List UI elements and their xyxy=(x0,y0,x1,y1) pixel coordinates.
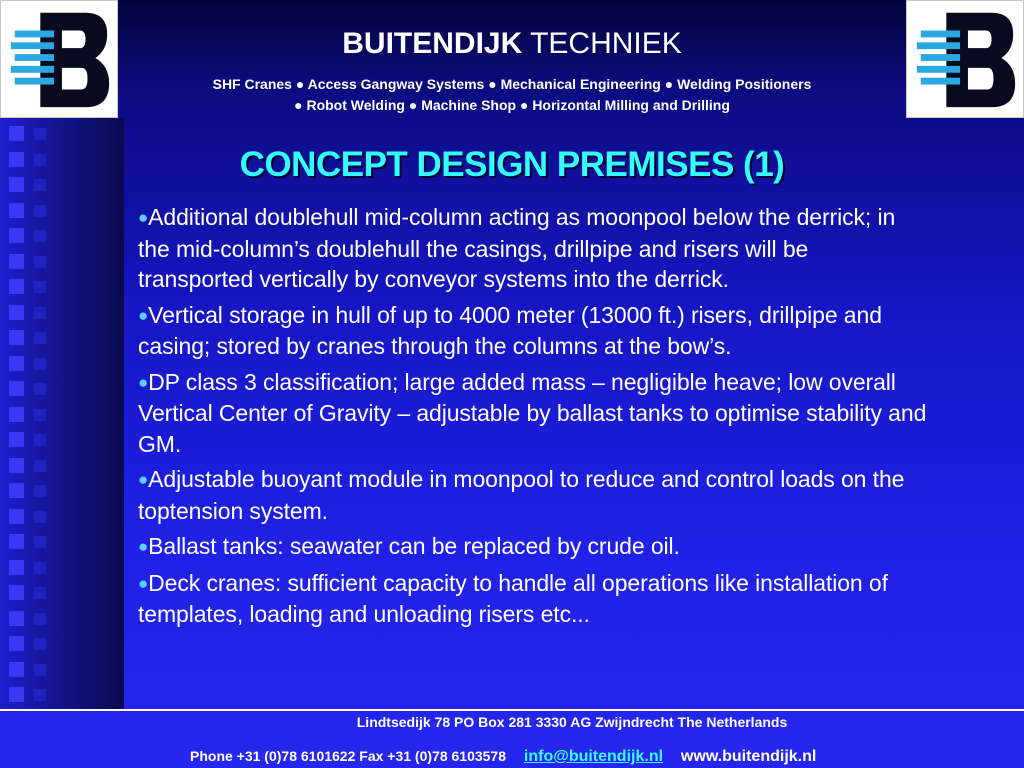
decorative-square xyxy=(34,230,46,242)
bullet-text: Vertical storage in hull of up to 4000 meter (13000 ft.) risers, drillpipe and casing; stored by cranes through the columns at the bow’s. xyxy=(138,301,882,359)
decorative-square xyxy=(34,689,46,701)
decorative-square xyxy=(9,203,24,218)
decorative-square xyxy=(34,307,46,319)
decorative-square xyxy=(9,305,24,320)
bullet-list xyxy=(138,202,928,635)
decorative-square xyxy=(9,228,24,243)
bullet-icon: ● xyxy=(138,470,149,489)
bullet-text: Deck cranes: sufficient capacity to handle all operations like installation of templates, loading and unloading risers etc... xyxy=(138,569,888,627)
bullet-icon: ● xyxy=(138,573,149,593)
footer-email-link[interactable]: info@buitendijk.nl xyxy=(523,748,664,765)
decorative-square xyxy=(9,177,24,192)
company-logo-left xyxy=(0,0,118,118)
decorative-square xyxy=(9,585,24,600)
company-name-bold: BUITENDIJK xyxy=(342,27,523,60)
decorative-square xyxy=(9,483,24,498)
bullet-item xyxy=(138,568,928,630)
bullet-text: Ballast tanks: seawater can be replaced by crude oil. xyxy=(148,533,680,559)
decorative-square xyxy=(9,152,24,167)
bullet-icon: ● xyxy=(138,305,149,325)
services-tagline-line2: ● Robot Welding ● Machine Shop ● Horizontal Milling and Drilling xyxy=(294,97,730,113)
decorative-square xyxy=(34,256,46,268)
decorative-square xyxy=(34,358,46,370)
decorative-square xyxy=(9,687,24,702)
decorative-square xyxy=(34,511,46,523)
bullet-item xyxy=(138,464,928,526)
decorative-square xyxy=(9,458,24,473)
services-tagline-line1: SHF Cranes ● Access Gangway Systems ● Mechanical Engineering ● Welding Positioners xyxy=(212,76,812,92)
decorative-square xyxy=(9,611,24,626)
decorative-square xyxy=(9,662,24,677)
bullet-icon: ● xyxy=(138,537,149,556)
bullet-text: Adjustable buoyant module in moonpool to reduce and control loads on the toptension system. xyxy=(138,466,905,524)
footer-contact xyxy=(190,746,816,767)
footer-divider xyxy=(0,709,1024,711)
decorative-square xyxy=(34,460,46,472)
decorative-square xyxy=(34,587,46,599)
decorative-square xyxy=(34,154,46,166)
buitendijk-b-logo-icon xyxy=(907,1,1023,117)
decorative-square xyxy=(34,562,46,574)
decorative-square xyxy=(34,536,46,548)
buitendijk-b-logo-icon xyxy=(1,1,117,117)
bullet-text: Additional doublehull mid-column acting as moonpool below the derrick; in the mid-column’s doublehull the casings, drillpipe and risers will be transported vertically by conveyor systems into the derrick. xyxy=(138,204,896,292)
bullet-item xyxy=(138,300,928,362)
bullet-text: DP class 3 classification; large added mass – negligible heave; low overall Vertical Center of Gravity – adjustable by ballast tanks to optimise stability and GM. xyxy=(138,368,927,457)
decorative-square xyxy=(9,509,24,524)
bullet-icon: ● xyxy=(138,372,149,392)
decorative-square xyxy=(34,434,46,446)
bullet-item xyxy=(138,531,928,563)
decorative-square xyxy=(9,432,24,447)
company-name xyxy=(120,26,904,62)
decorative-square xyxy=(9,407,24,422)
company-name-rest: TECHNIEK xyxy=(530,27,682,60)
decorative-square xyxy=(34,485,46,497)
decorative-square xyxy=(9,534,24,549)
company-logo-right xyxy=(906,0,1024,118)
bullet-icon: ● xyxy=(138,208,149,227)
left-decorative-band xyxy=(0,118,124,710)
decorative-square xyxy=(9,330,24,345)
bullet-item xyxy=(138,202,928,295)
decorative-square xyxy=(34,205,46,217)
decorative-square xyxy=(9,636,24,651)
decorative-square xyxy=(34,664,46,676)
decorative-square xyxy=(34,179,46,191)
decorative-square xyxy=(9,254,24,269)
footer-website[interactable]: www.buitendijk.nl xyxy=(680,748,817,765)
decorative-square xyxy=(34,613,46,625)
slide-title: CONCEPT DESIGN PREMISES (1) xyxy=(239,145,785,184)
footer-phone-fax: Phone +31 (0)78 6101622 Fax +31 (0)78 6103578 xyxy=(190,748,506,764)
decorative-square xyxy=(34,128,46,140)
decorative-square xyxy=(34,409,46,421)
decorative-square xyxy=(9,126,24,141)
decorative-square xyxy=(9,356,24,371)
decorative-square xyxy=(9,381,24,396)
decorative-square xyxy=(34,281,46,293)
decorative-square xyxy=(9,560,24,575)
decorative-square xyxy=(9,279,24,294)
footer-address: Lindtsedijk 78 PO Box 281 3330 AG Zwijndrecht The Netherlands xyxy=(356,714,788,730)
decorative-square xyxy=(34,332,46,344)
decorative-square xyxy=(34,638,46,650)
bullet-item xyxy=(138,367,928,460)
decorative-square xyxy=(34,383,46,395)
